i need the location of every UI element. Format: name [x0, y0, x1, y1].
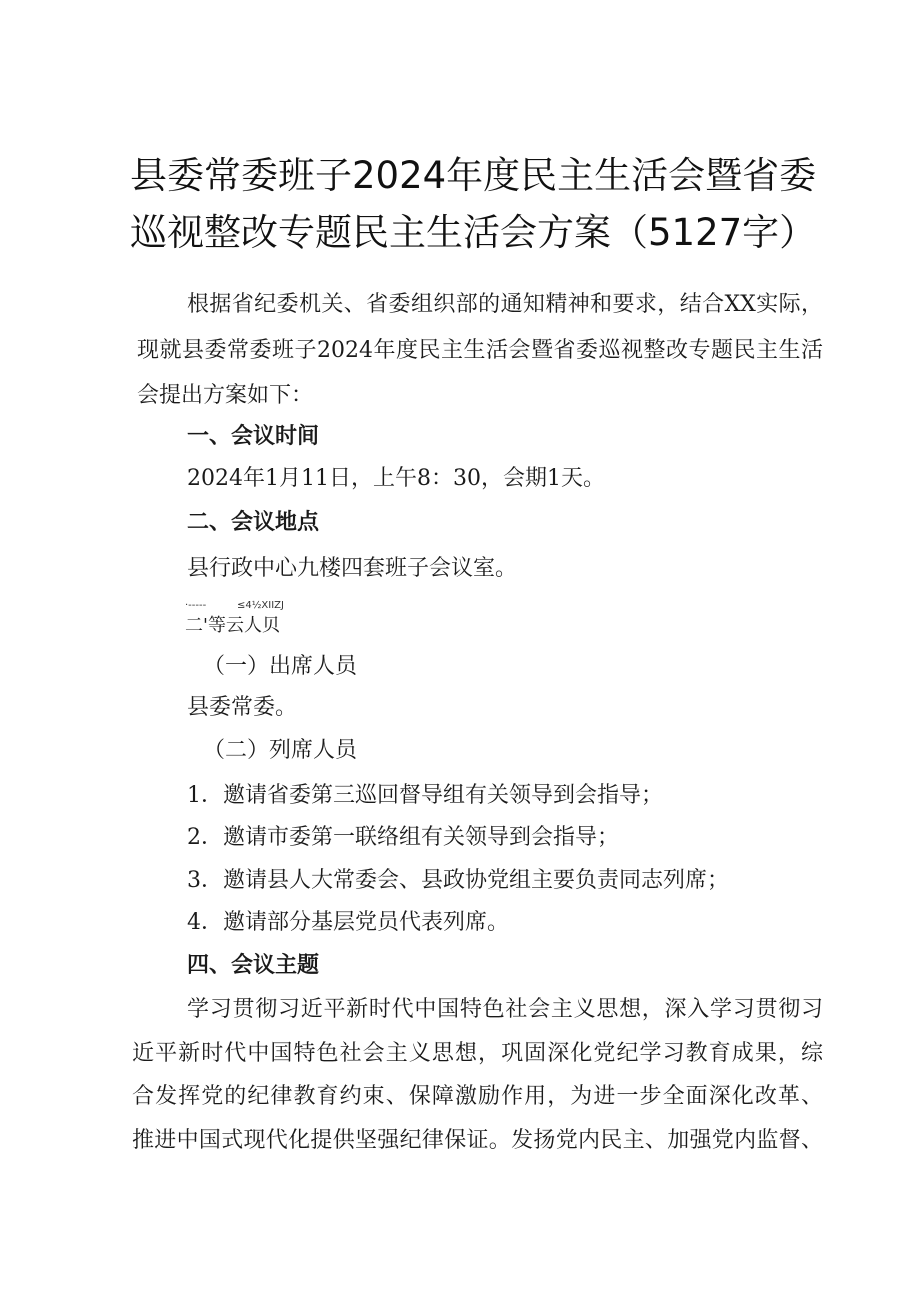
- section-heading-theme: 四、会议主题: [187, 953, 320, 978]
- section-text-time: 2024年1月11日，上午8：30，会期1天。: [187, 466, 605, 491]
- observer-item-4: 4．邀请部分基层党员代表列席。: [187, 910, 509, 935]
- section-heading-attendees: 二'等云人贝: [185, 615, 280, 636]
- scan-artifact-left: ·-----: [185, 600, 207, 611]
- section-heading-location: 二、会议地点: [187, 510, 320, 535]
- intro-paragraph-line-2: 现就县委常委班子2024年度民主生活会暨省委巡视整改专题民主生活: [137, 338, 823, 363]
- section-heading-time: 一、会议时间: [187, 424, 320, 449]
- attendees-text: 县委常委。: [187, 695, 298, 720]
- section-text-location: 县行政中心九楼四套班子会议室。: [187, 556, 518, 581]
- intro-paragraph-line-1: 根据省纪委机关、省委组织部的通知精神和要求，结合XX实际，: [187, 292, 823, 317]
- theme-paragraph-line-4: 推进中国式现代化提供坚强纪律保证。发扬党内民主、加强党内监督、: [132, 1128, 823, 1153]
- document-title-line-1: 县委常委班子2024年度民主生活会暨省委: [130, 154, 817, 197]
- theme-paragraph-line-2: 近平新时代中国特色社会主义思想，巩固深化党纪学习教育成果，综: [132, 1041, 823, 1066]
- theme-paragraph-line-3: 合发挥党的纪律教育约束、保障激励作用，为进一步全面深化改革、: [132, 1084, 823, 1109]
- observer-item-3: 3．邀请县人大常委会、县政协党组主要负责同志列席；: [187, 868, 729, 893]
- document-title-line-2: 巡视整改专题民主生活会方案（5127字）: [130, 211, 817, 254]
- scan-artifact-right: ≤4½XIIZJ: [237, 600, 284, 611]
- intro-paragraph-line-3: 会提出方案如下：: [137, 383, 314, 408]
- theme-paragraph-line-1: 学习贯彻习近平新时代中国特色社会主义思想，深入学习贯彻习: [187, 997, 823, 1022]
- subheading-observers: （二）列席人员: [203, 738, 358, 763]
- observer-item-1: 1．邀请省委第三巡回督导组有关领导到会指导；: [187, 783, 663, 808]
- subheading-attendees: （一）出席人员: [203, 654, 358, 679]
- observer-item-2: 2．邀请市委第一联络组有关领导到会指导；: [187, 825, 619, 850]
